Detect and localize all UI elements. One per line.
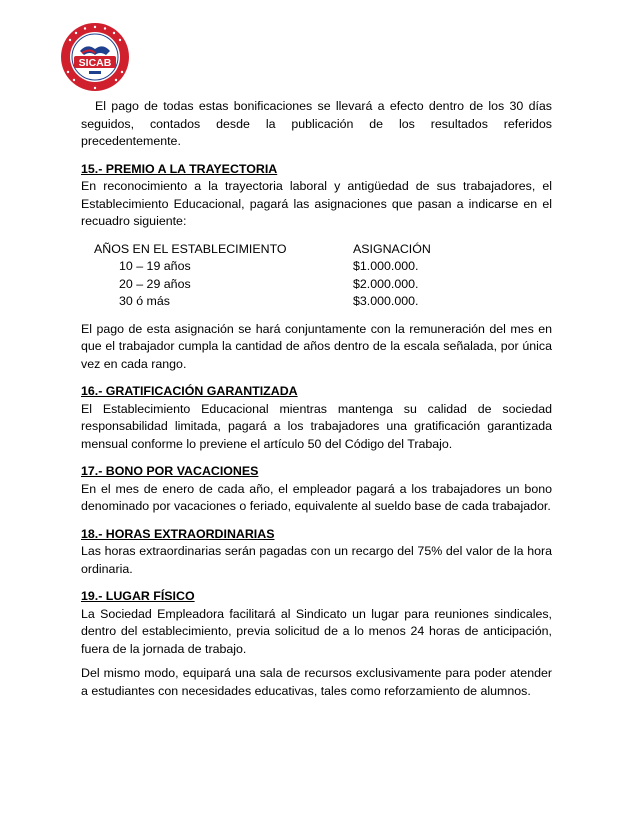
- sicab-logo: [60, 22, 130, 92]
- section-17-heading: 17.- BONO POR VACACIONES: [81, 464, 259, 478]
- section-17: [81, 463, 552, 516]
- table-row: [81, 276, 552, 294]
- section-19-heading: 19.- LUGAR FÍSICO: [81, 589, 195, 603]
- table-cell-amount: $2.000.000.: [353, 276, 419, 291]
- table-cell-years: 30 ó más: [119, 294, 170, 308]
- section-19: [81, 588, 552, 700]
- section-18-heading: 18.- HORAS EXTRAORDINARIAS: [81, 526, 275, 541]
- table-cell-amount: $3.000.000.: [353, 294, 419, 308]
- section-18: [81, 526, 552, 579]
- section-15: [81, 161, 552, 374]
- section-15-footer: El pago de esta asignación se hará conjuntamente con la remuneración del mes en que el trabajador cumpla la cantidad de años dentro de la escala señalada, por única vez en cada rango.: [81, 321, 552, 371]
- section-15-body: En reconocimiento a la trayectoria laboral y antigüedad de sus trabajadores, el Establecimiento Educacional, pagará las asignaciones que pasan a indicarse en el recuadro siguiente:: [81, 179, 552, 228]
- section-16-heading: 16.- GRATIFICACIÓN GARANTIZADA: [81, 384, 298, 398]
- table-cell-years: 10 – 19 años: [119, 259, 191, 273]
- table-row: [81, 293, 552, 311]
- logo-text: SICAB: [78, 57, 112, 69]
- section-17-body: En el mes de enero de cada año, el empleador pagará a los trabajadores un bono denominado por vacaciones o feriado, equivalente al sueldo base de cada trabajador.: [81, 481, 552, 513]
- table-col2-header: ASIGNACIÓN: [353, 241, 431, 256]
- document-body: [81, 98, 552, 700]
- section-19-body-2: Del mismo modo, equipará una sala de recursos exclusivamente para poder atender a estudiantes con necesidades educativas, tales como reforzamiento de alumnos.: [81, 666, 552, 698]
- assignment-table: [81, 241, 552, 311]
- section-18-body: Las horas extraordinarias serán pagadas con un recargo del 75% del valor de la hora ordinaria.: [81, 544, 552, 576]
- table-cell-years: 20 – 29 años: [119, 276, 191, 291]
- section-16-body: El Establecimiento Educacional mientras mantenga su calidad de sociedad responsabilidad limitada, pagará a los trabajadores una gratificación garantizada mensual conforme lo previene el artículo 50 del Código del Trabajo.: [81, 401, 552, 451]
- section-16: [81, 383, 552, 453]
- intro-paragraph: El pago de todas estas bonificaciones se llevará a efecto dentro de los 30 días seguidos, contados desde la publicación de los resultados referidos precedentemente.: [81, 99, 552, 148]
- table-cell-amount: $1.000.000.: [353, 259, 419, 273]
- section-19-body: La Sociedad Empleadora facilitará al Sindicato un lugar para reuniones sindicales, dentro del establecimiento, previa solicitud de a lo menos 24 horas de anticipación, fuera de la jornada de trabajo.: [81, 606, 552, 656]
- table-row: [81, 258, 552, 276]
- table-header-row: [81, 241, 552, 259]
- table-col1-header: AÑOS EN EL ESTABLECIMIENTO: [94, 241, 287, 256]
- section-15-heading: 15.- PREMIO A LA TRAYECTORIA: [81, 161, 278, 176]
